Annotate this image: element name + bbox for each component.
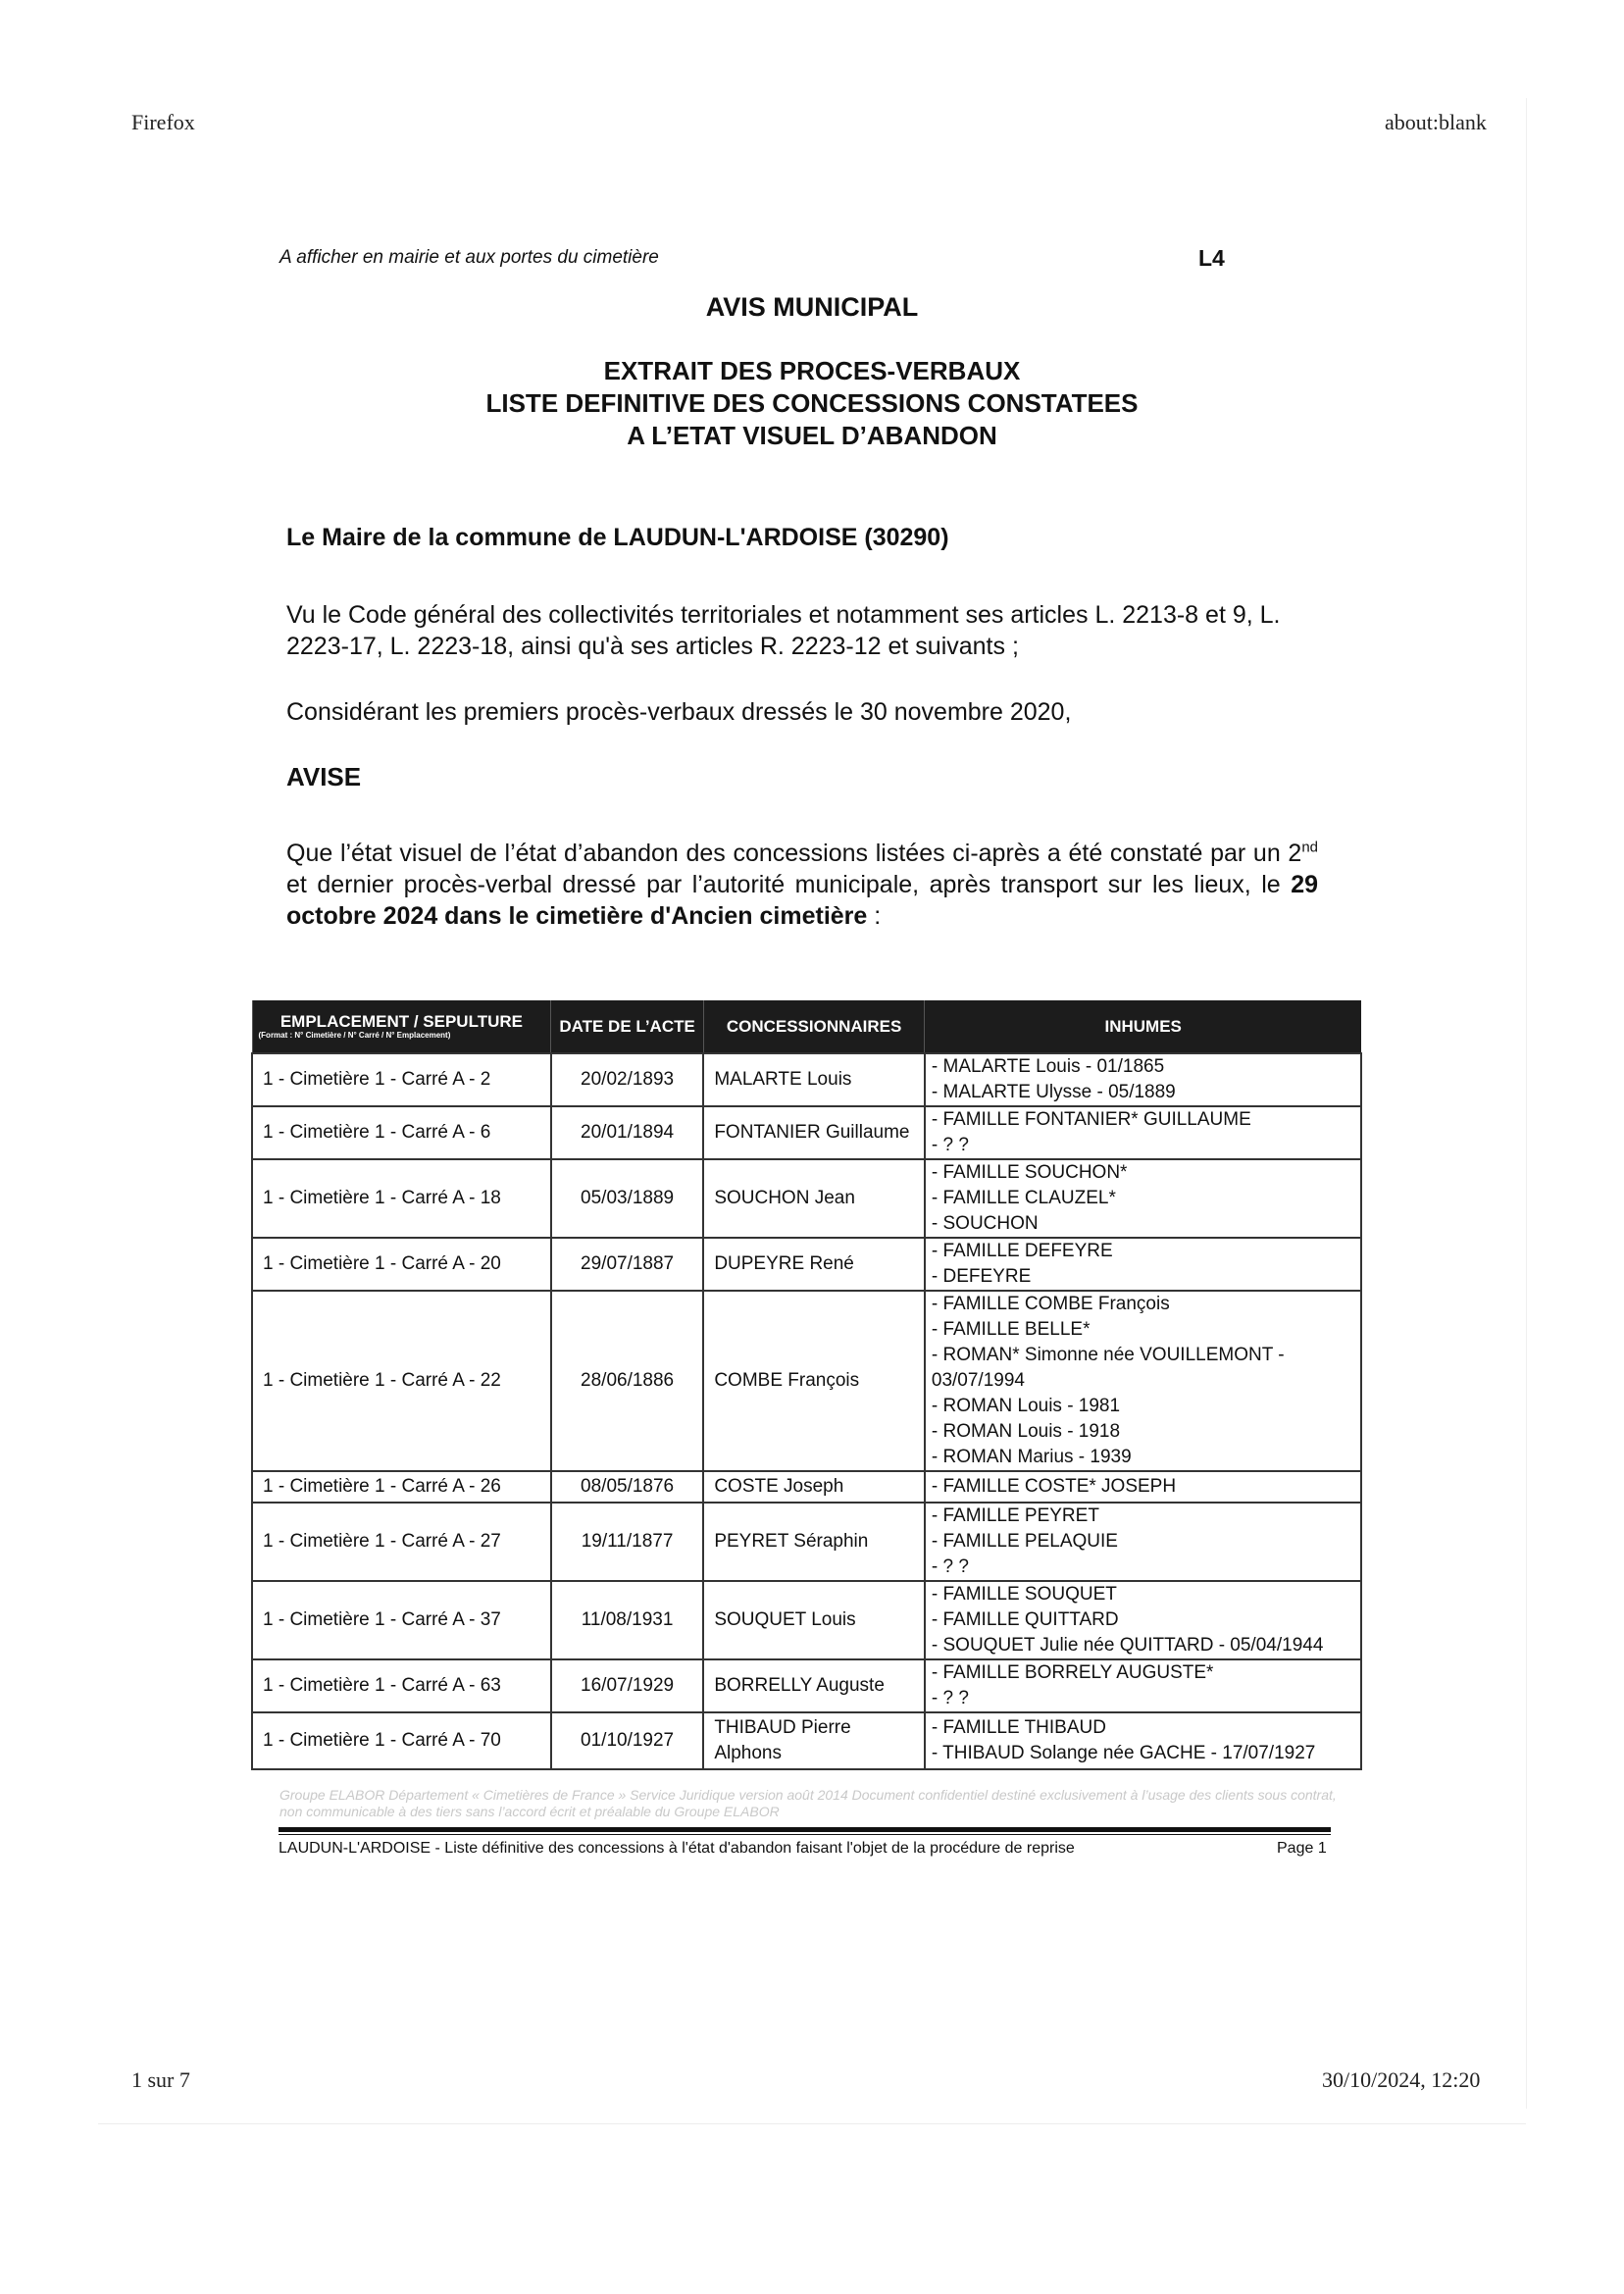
cell-emplacement: 1 - Cimetière 1 - Carré A - 2: [252, 1053, 551, 1106]
cell-inhumes: [925, 1712, 1361, 1769]
cell-inhumes: [925, 1659, 1361, 1712]
cell-date: 11/08/1931: [551, 1581, 703, 1659]
page-number: Page 1: [1277, 1840, 1327, 1857]
document-titles: [0, 355, 1624, 452]
table-row: [252, 1238, 1361, 1291]
inhume-entry: - ? ?: [931, 1135, 969, 1155]
notice-text: et dernier procès-verbal dressé par l’autorité municipale, après transport sur les lieux, le: [286, 871, 1292, 898]
avise-heading: AVISE: [286, 762, 362, 791]
cell-date: 08/05/1876: [551, 1471, 703, 1503]
header-date: DATE DE L’ACTE: [551, 1000, 703, 1053]
cell-date: 01/10/1927: [551, 1712, 703, 1769]
inhume-entry: - ROMAN Louis - 1981: [931, 1396, 1121, 1416]
cell-emplacement: 1 - Cimetière 1 - Carré A - 6: [252, 1106, 551, 1159]
print-header-right: about:blank: [1385, 110, 1487, 134]
table-row: [252, 1581, 1361, 1659]
cell-date: 29/07/1887: [551, 1238, 703, 1291]
cell-emplacement: 1 - Cimetière 1 - Carré A - 26: [252, 1471, 551, 1503]
concessions-table: [251, 1000, 1362, 1770]
header-sublabel: (Format : N° Cimetière / N° Carré / N° Emplacement): [258, 1030, 451, 1040]
print-footer-left: 1 sur 7: [131, 2067, 190, 2092]
title-line: EXTRAIT DES PROCES-VERBAUX: [603, 356, 1021, 385]
inhume-entry: - ? ?: [931, 1556, 969, 1577]
table-row: [252, 1106, 1361, 1159]
legal-basis: Vu le Code général des collectivités territoriales et notamment ses articles L. 2213-8 et 9, L. 2223-17, L. 2223-18, ainsi qu'à ses articles R. 2223-12 et suivants ;: [286, 601, 1281, 660]
print-header-left: Firefox: [131, 110, 195, 134]
inhume-entry: - FAMILLE COSTE* JOSEPH: [931, 1476, 1177, 1497]
cell-date: 19/11/1877: [551, 1503, 703, 1581]
table-body: [252, 1053, 1361, 1769]
inhume-entry: - ROMAN Louis - 1918: [931, 1421, 1121, 1442]
cell-emplacement: 1 - Cimetière 1 - Carré A - 37: [252, 1581, 551, 1659]
table-row: [252, 1471, 1361, 1503]
cell-concessionnaire: DUPEYRE René: [703, 1238, 925, 1291]
cell-concessionnaire: BORRELLY Auguste: [703, 1659, 925, 1712]
inhume-entry: - SOUCHON: [931, 1213, 1039, 1234]
intro-note: A afficher en mairie et aux portes du cimetière: [279, 247, 659, 268]
header-inhumes: INHUMES: [925, 1000, 1361, 1053]
title-line: A L’ETAT VISUEL D’ABANDON: [627, 421, 997, 450]
header-label: EMPLACEMENT / SEPULTURE: [279, 1011, 523, 1031]
inhume-entry: - ? ?: [931, 1688, 969, 1708]
cell-inhumes: [925, 1503, 1361, 1581]
notice-text: :: [867, 902, 882, 930]
inhume-entry: - MALARTE Louis - 01/1865: [931, 1056, 1165, 1077]
cell-inhumes: [925, 1238, 1361, 1291]
cell-date: 05/03/1889: [551, 1159, 703, 1238]
cell-concessionnaire: COSTE Joseph: [703, 1471, 925, 1503]
inhume-entry: - FAMILLE BORRELY AUGUSTE*: [931, 1662, 1214, 1683]
inhume-entry: - FAMILLE FONTANIER* GUILLAUME: [931, 1109, 1251, 1130]
inhume-entry: - THIBAUD Solange née GACHE - 17/07/1927: [931, 1743, 1316, 1763]
page-edge: [98, 2123, 1526, 2124]
watermark-disclaimer: Groupe ELABOR Département « Cimetières de France » Service Juridique version août 2014 Document confidentiel destiné exclusivement à l’usage des clients sous contrat, non communicable à des tiers sans l’accord écrit et préalable du Groupe ELABOR: [279, 1787, 1337, 1819]
cell-concessionnaire: FONTANIER Guillaume: [703, 1106, 925, 1159]
cell-concessionnaire: SOUQUET Louis: [703, 1581, 925, 1659]
inhume-entry: - FAMILLE BELLE*: [931, 1319, 1091, 1340]
header-emplacement: [252, 1000, 551, 1053]
cell-concessionnaire: COMBE François: [703, 1291, 925, 1471]
cell-concessionnaire: PEYRET Séraphin: [703, 1503, 925, 1581]
cell-emplacement: 1 - Cimetière 1 - Carré A - 22: [252, 1291, 551, 1471]
inhume-entry: - ROMAN Marius - 1939: [931, 1447, 1132, 1467]
notice-sup: nd: [1301, 839, 1318, 856]
footer-rule: [279, 1827, 1331, 1832]
cell-date: 16/07/1929: [551, 1659, 703, 1712]
cell-inhumes: [925, 1053, 1361, 1106]
cell-concessionnaire: THIBAUD Pierre Alphons: [703, 1712, 925, 1769]
inhume-entry: - ROMAN* Simonne née VOUILLEMONT - 03/07/1994: [931, 1345, 1285, 1391]
cell-concessionnaire: MALARTE Louis: [703, 1053, 925, 1106]
inhume-entry: - FAMILLE DEFEYRE: [931, 1241, 1113, 1261]
inhume-entry: - FAMILLE THIBAUD: [931, 1717, 1106, 1738]
document-ref: L4: [1198, 245, 1225, 271]
inhume-entry: - FAMILLE SOUQUET: [931, 1584, 1117, 1605]
inhume-entry: - FAMILLE PELAQUIE: [931, 1531, 1118, 1552]
inhume-entry: - DEFEYRE: [931, 1266, 1032, 1287]
table-row: [252, 1291, 1361, 1471]
print-footer-right: 30/10/2024, 12:20: [1322, 2067, 1481, 2092]
page-title: AVIS MUNICIPAL: [705, 292, 919, 322]
inhume-entry: - FAMILLE SOUCHON*: [931, 1162, 1128, 1183]
inhume-entry: - FAMILLE CLAUZEL*: [931, 1188, 1116, 1208]
cell-emplacement: 1 - Cimetière 1 - Carré A - 18: [252, 1159, 551, 1238]
header-concessionnaires: CONCESSIONNAIRES: [703, 1000, 925, 1053]
cell-concessionnaire: SOUCHON Jean: [703, 1159, 925, 1238]
cell-inhumes: [925, 1581, 1361, 1659]
table-row: [252, 1503, 1361, 1581]
table-row: [252, 1659, 1361, 1712]
table-header-row: [252, 1000, 1361, 1053]
cell-date: 20/01/1894: [551, 1106, 703, 1159]
notice-date-bold: 29 octobre 2024 dans le cimetière d'Ancien cimetière: [286, 871, 1318, 930]
cell-inhumes: [925, 1471, 1361, 1503]
inhume-entry: - MALARTE Ulysse - 05/1889: [931, 1082, 1176, 1102]
cell-emplacement: 1 - Cimetière 1 - Carré A - 20: [252, 1238, 551, 1291]
cell-inhumes: [925, 1106, 1361, 1159]
document-footer-text: LAUDUN-L'ARDOISE - Liste définitive des concessions à l'état d'abandon faisant l'objet de la procédure de reprise: [279, 1840, 1075, 1857]
title-line: LISTE DEFINITIVE DES CONCESSIONS CONSTATEES: [485, 388, 1139, 418]
cell-emplacement: 1 - Cimetière 1 - Carré A - 63: [252, 1659, 551, 1712]
considerant: Considérant les premiers procès-verbaux dressés le 30 novembre 2020,: [286, 698, 1072, 726]
cell-inhumes: [925, 1291, 1361, 1471]
inhume-entry: - FAMILLE QUITTARD: [931, 1609, 1119, 1630]
inhume-entry: - FAMILLE COMBE François: [931, 1294, 1170, 1314]
footer-rule: [279, 1834, 1331, 1835]
cell-date: 28/06/1886: [551, 1291, 703, 1471]
cell-emplacement: 1 - Cimetière 1 - Carré A - 27: [252, 1503, 551, 1581]
cell-emplacement: 1 - Cimetière 1 - Carré A - 70: [252, 1712, 551, 1769]
notice-text: Que l’état visuel de l’état d’abandon des concessions listées ci-après a été constaté par un 2: [286, 840, 1302, 867]
table-row: [252, 1053, 1361, 1106]
table-row: [252, 1159, 1361, 1238]
cell-date: 20/02/1893: [551, 1053, 703, 1106]
cell-inhumes: [925, 1159, 1361, 1238]
notice-paragraph: [286, 838, 1318, 932]
mayor-line: Le Maire de la commune de LAUDUN-L'ARDOISE (30290): [286, 524, 949, 551]
inhume-entry: - SOUQUET Julie née QUITTARD - 05/04/1944: [931, 1635, 1324, 1656]
inhume-entry: - FAMILLE PEYRET: [931, 1505, 1099, 1526]
table-row: [252, 1712, 1361, 1769]
